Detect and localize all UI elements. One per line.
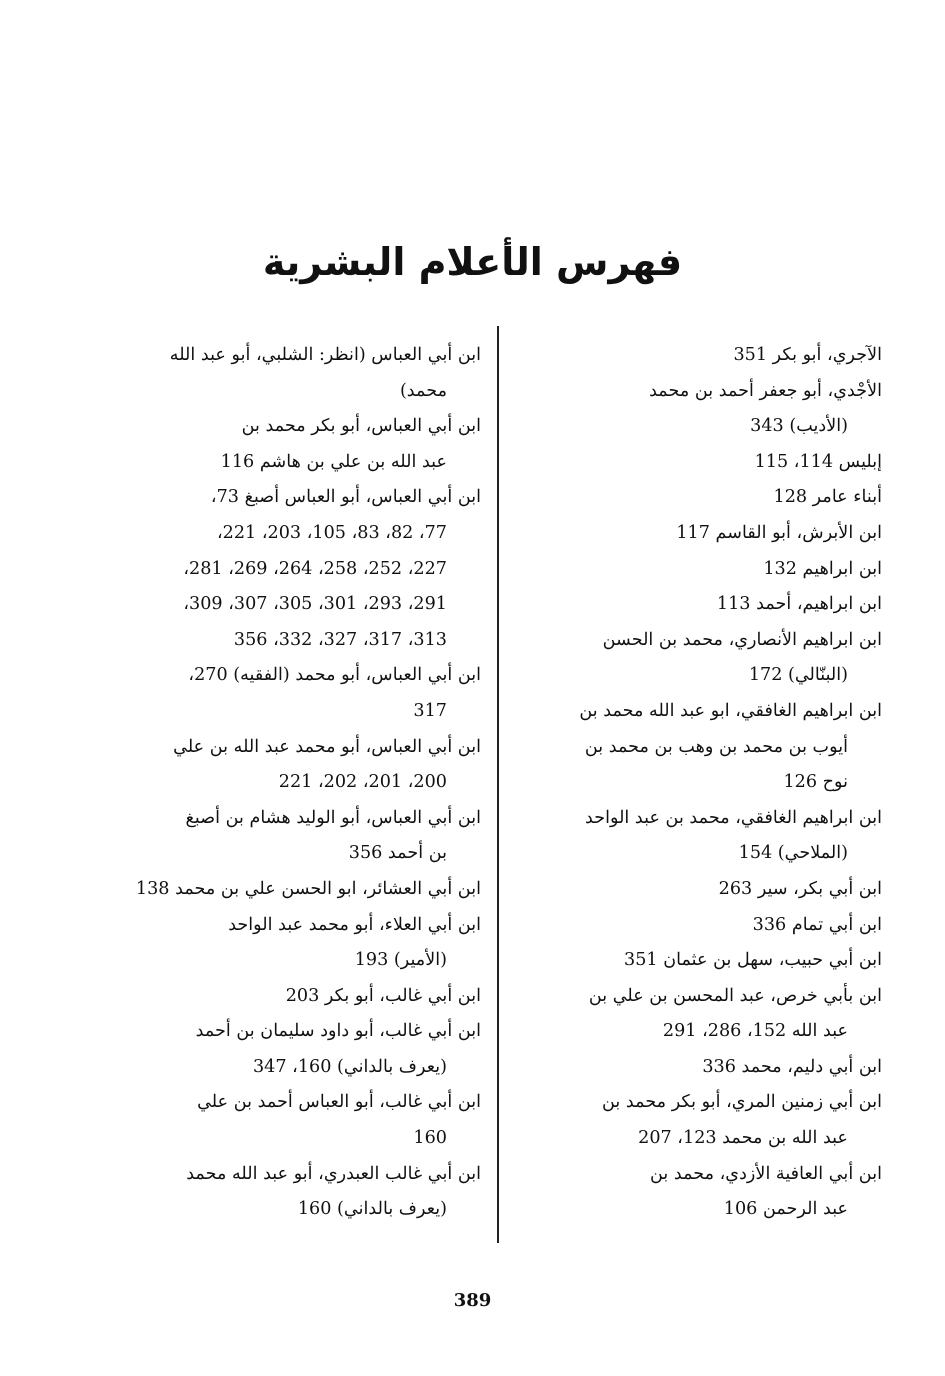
entry-line: ابن ابراهيم الغافقي، ابو عبد الله محمد بن [579,700,882,721]
index-entry [112,658,481,729]
entry-continuation-line: (يعرف بالداني) 160 [297,1199,447,1220]
entry-continuation-line: عبد الله 152، 286، 291 [662,1021,848,1042]
index-entry [514,445,882,481]
entry-line: ابن أبي العباس، أبو محمد عبد الله بن علي [173,736,481,757]
entry-line: الآجري، أبو بكر 351 [733,345,882,365]
entry-continuation-line: أيوب بن محمد بن وهب بن محمد بن [584,736,848,757]
index-entry [514,338,882,374]
entry-line: ابن الأبرش، أبو القاسم 117 [676,522,882,543]
entry-continuation-line: 77، 82، 83، 105، 203، 221، [216,522,447,543]
entry-continuation-line: (الملاحي) 154 [738,843,848,864]
entry-line: ابن أبي العباس، أبو الوليد هشام بن أصبغ [185,807,481,828]
index-entry [112,979,481,1015]
index-column-right [514,338,882,1228]
entry-line: ابن أبي بكر، سير 263 [718,878,882,899]
index-entry [514,801,882,872]
page-number: 389 [453,1290,492,1311]
entry-line: الأجْدي، أبو جعفر أحمد بن محمد [649,380,882,401]
index-entry [112,908,481,979]
column-divider [497,326,499,1243]
entry-line: ابن ابراهيم الأنصاري، محمد بن الحسن [602,629,882,650]
index-entry [514,516,882,552]
entry-line: ابن أبي دليم، محمد 336 [702,1056,882,1077]
index-entry [514,374,882,445]
index-entry [514,1050,882,1086]
entry-line: ابن ابراهيم الغافقي، محمد بن عبد الواحد [584,807,882,828]
index-entry [514,480,882,516]
entry-line: ابن أبي العباس، أبو العباس أصبغ 73، [210,487,481,508]
entry-continuation-line: (الأمير) 193 [354,950,447,971]
page-title: فهرس الأعلام البشرية [262,240,683,284]
entry-continuation-line: 227، 252، 258، 264، 269، 281، [183,558,447,579]
entry-continuation-line: 317 [413,700,447,721]
entry-line: ابن أبي غالب، أبو داود سليمان بن أحمد [195,1021,481,1042]
entry-line: ابن أبي غالب العبدري، أبو عبد الله محمد [186,1163,481,1184]
entry-line: ابن أبي العباس (انظر: الشلبي، أبو عبد الله [169,345,481,365]
entry-continuation-line: 160 [413,1128,447,1149]
entry-line: ابن أبي العشائر، ابو الحسن علي بن محمد 138 [135,878,481,899]
index-entry [112,1014,481,1085]
index-entry [514,872,882,908]
entry-continuation-line: عبد الرحمن 106 [723,1199,848,1220]
entry-continuation-line: محمد) [399,380,447,401]
entry-continuation-line: بن أحمد 356 [348,843,447,864]
index-entry [514,943,882,979]
entry-line: ابن أبي العافية الأزدي، محمد بن [649,1163,882,1184]
index-entry [514,552,882,588]
index-entry [514,1085,882,1156]
index-entry [514,979,882,1050]
entry-line: ابن أبي العلاء، أبو محمد عبد الواحد [228,914,481,935]
entry-line: ابن أبي غالب، أبو العباس أحمد بن علي [197,1092,481,1113]
index-entry [112,338,481,409]
index-entry [514,1157,882,1228]
entry-line: ابن أبي زمنين المري، أبو بكر محمد بن [602,1092,882,1113]
index-entry [514,623,882,694]
index-entry [112,730,481,801]
entry-line: ابن أبي تمام 336 [752,914,882,935]
entry-line: ابن أبي العباس، أبو بكر محمد بن [241,416,481,437]
index-entry [112,801,481,872]
index-entry [112,480,481,658]
entry-continuation-line: عبد الله بن محمد 123، 207 [638,1128,848,1149]
entry-line: ابن ابراهيم 132 [763,558,882,579]
entry-continuation-line: (يعرف بالداني) 160، 347 [252,1056,447,1077]
entry-line: ابن أبي حبيب، سهل بن عثمان 351 [624,950,882,971]
index-entry [112,1085,481,1156]
entry-continuation-line: (البنّالي) 172 [748,665,848,686]
entry-line: أبناء عامر 128 [773,487,882,508]
entry-line: ابن ابراهيم، أحمد 113 [716,594,882,615]
index-entry [514,587,882,623]
index-entry [514,908,882,944]
entry-continuation-line: عبد الله بن علي بن هاشم 116 [220,451,447,472]
index-column-left [112,338,481,1228]
entry-continuation-line: (الأديب) 343 [750,416,848,437]
entry-continuation-line: 313، 317، 327، 332، 356 [233,629,447,650]
entry-continuation-line: نوح 126 [783,772,848,793]
index-entry [112,409,481,480]
entry-line: ابن أبي العباس، أبو محمد (الفقيه) 270، [188,665,481,686]
index-entry [112,1157,481,1228]
index-entry [514,694,882,801]
index-entry [112,872,481,908]
entry-line: ابن أبي غالب، أبو بكر 203 [285,985,481,1006]
entry-line: إبليس 114، 115 [754,451,882,472]
entry-line: ابن بأبي خرص، عبد المحسن بن علي بن [588,985,882,1006]
entry-continuation-line: 200، 201، 202، 221 [278,772,447,793]
entry-continuation-line: 291، 293، 301، 305، 307، 309، [183,594,447,615]
